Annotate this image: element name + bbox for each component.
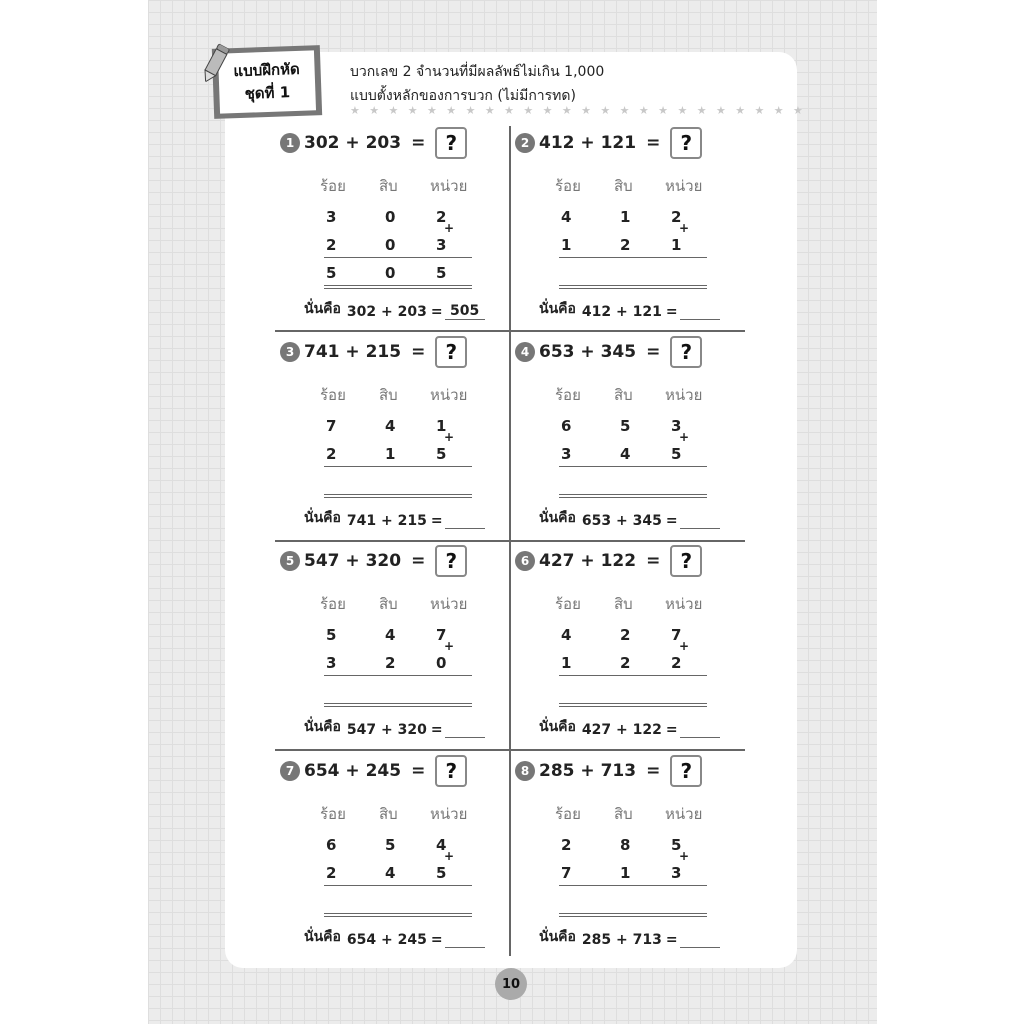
summary-equals: = xyxy=(430,722,443,738)
column-header-hundreds: ร้อย xyxy=(555,386,581,404)
summary-equals: = xyxy=(430,513,443,529)
question-box: ? xyxy=(435,127,467,159)
answer-line-top xyxy=(559,285,707,286)
star-divider: ★★★★★★★★★★★★★★★★★★★★★★★★ xyxy=(350,104,813,117)
top-digit: 1 xyxy=(436,417,447,435)
summary-expression: 653 + 345 xyxy=(581,513,662,529)
problem-1 xyxy=(280,122,510,331)
bottom-digit: 3 xyxy=(326,654,337,672)
exercise-badge xyxy=(218,50,316,113)
summary-expression: 412 + 121 xyxy=(581,304,662,320)
summary-equals: = xyxy=(430,932,443,948)
answer-line-bottom xyxy=(324,288,472,289)
answer-line-top xyxy=(559,913,707,914)
summary-expression: 741 + 215 xyxy=(346,513,427,529)
problem-number: 3 xyxy=(280,342,300,362)
problem-expression: 302 + 203 xyxy=(304,133,402,153)
sum-line xyxy=(559,675,707,676)
top-digit: 4 xyxy=(385,626,396,644)
answer-line-top xyxy=(324,703,472,704)
column-header-tens: สิบ xyxy=(614,805,633,823)
top-digit: 2 xyxy=(561,836,572,854)
top-digit: 6 xyxy=(561,417,572,435)
summary-equals: = xyxy=(665,513,678,529)
problem-number: 8 xyxy=(515,761,535,781)
bottom-digit: 2 xyxy=(620,654,631,672)
answer-line-top xyxy=(324,285,472,286)
problem-header xyxy=(515,755,702,787)
bottom-digit: 5 xyxy=(436,445,447,463)
result-digit: 0 xyxy=(385,264,396,282)
answer-line-bottom xyxy=(559,497,707,498)
problem-expression: 653 + 345 xyxy=(539,342,637,362)
question-box: ? xyxy=(670,755,702,787)
result-digit: 5 xyxy=(436,264,447,282)
equals-sign: = xyxy=(646,342,661,362)
bottom-digit: 1 xyxy=(561,236,572,254)
column-header-hundreds: ร้อย xyxy=(555,177,581,195)
top-digit: 7 xyxy=(326,417,337,435)
answer-blank[interactable] xyxy=(445,947,485,948)
summary-expression: 285 + 713 xyxy=(581,932,662,948)
summary-statement xyxy=(539,716,720,738)
sum-line xyxy=(559,257,707,258)
sum-line xyxy=(324,885,472,886)
problem-number: 2 xyxy=(515,133,535,153)
top-digit: 5 xyxy=(671,836,682,854)
top-digit: 8 xyxy=(620,836,631,854)
top-digit: 2 xyxy=(436,208,447,226)
sum-line xyxy=(559,466,707,467)
answer-blank[interactable] xyxy=(680,319,720,320)
bottom-digit: 5 xyxy=(671,445,682,463)
column-header-tens: สิบ xyxy=(614,595,633,613)
sum-line xyxy=(324,675,472,676)
answer-line-bottom xyxy=(559,706,707,707)
summary-statement xyxy=(539,298,720,320)
problem-3 xyxy=(280,331,510,540)
top-digit: 4 xyxy=(561,626,572,644)
summary-expression: 654 + 245 xyxy=(346,932,427,948)
column-header-tens: สิบ xyxy=(379,386,398,404)
summary-statement xyxy=(304,507,485,529)
plus-sign: + xyxy=(444,639,455,653)
problem-5 xyxy=(280,540,510,749)
bottom-digit: 4 xyxy=(385,864,396,882)
equals-sign: = xyxy=(646,551,661,571)
sum-line xyxy=(559,885,707,886)
problem-number: 6 xyxy=(515,551,535,571)
summary-prefix: นั่นคือ xyxy=(539,929,576,945)
question-box: ? xyxy=(670,127,702,159)
column-header-hundreds: ร้อย xyxy=(320,595,346,613)
summary-equals: = xyxy=(665,932,678,948)
top-digit: 2 xyxy=(620,626,631,644)
question-box: ? xyxy=(435,755,467,787)
problem-expression: 412 + 121 xyxy=(539,133,637,153)
column-header-ones: หน่วย xyxy=(665,805,703,823)
title-line2: แบบตั้งหลักของการบวก (ไม่มีการทด) xyxy=(350,88,576,104)
question-box: ? xyxy=(435,336,467,368)
top-digit: 5 xyxy=(620,417,631,435)
top-digit: 2 xyxy=(671,208,682,226)
worksheet-title xyxy=(350,60,604,108)
top-digit: 4 xyxy=(436,836,447,854)
answer-line-top xyxy=(559,703,707,704)
problem-8 xyxy=(515,750,745,959)
bottom-digit: 0 xyxy=(385,236,396,254)
plus-sign: + xyxy=(679,430,690,444)
plus-sign: + xyxy=(679,221,690,235)
column-header-hundreds: ร้อย xyxy=(320,805,346,823)
question-box: ? xyxy=(670,545,702,577)
plus-sign: + xyxy=(679,639,690,653)
answer-line-top xyxy=(324,494,472,495)
problem-2 xyxy=(515,122,745,331)
problem-number: 7 xyxy=(280,761,300,781)
column-header-ones: หน่วย xyxy=(665,386,703,404)
bottom-digit: 3 xyxy=(561,445,572,463)
summary-prefix: นั่นคือ xyxy=(304,510,341,526)
summary-prefix: นั่นคือ xyxy=(539,719,576,735)
column-header-ones: หน่วย xyxy=(430,386,468,404)
problem-header xyxy=(280,755,467,787)
badge-line1: แบบฝึกหัด xyxy=(233,59,300,81)
answer-line-top xyxy=(559,494,707,495)
equals-sign: = xyxy=(411,551,426,571)
summary-prefix: นั่นคือ xyxy=(304,301,341,317)
problem-expression: 285 + 713 xyxy=(539,761,637,781)
summary-expression: 427 + 122 xyxy=(581,722,662,738)
top-digit: 4 xyxy=(561,208,572,226)
problem-4 xyxy=(515,331,745,540)
problem-header xyxy=(515,127,702,159)
bottom-digit: 3 xyxy=(671,864,682,882)
problem-expression: 427 + 122 xyxy=(539,551,637,571)
column-header-ones: หน่วย xyxy=(430,177,468,195)
column-header-tens: สิบ xyxy=(379,595,398,613)
column-header-tens: สิบ xyxy=(379,805,398,823)
summary-prefix: นั่นคือ xyxy=(539,301,576,317)
answer-line-bottom xyxy=(324,706,472,707)
bottom-digit: 1 xyxy=(620,864,631,882)
answer-blank[interactable] xyxy=(680,737,720,738)
bottom-digit: 2 xyxy=(385,654,396,672)
bottom-digit: 5 xyxy=(436,864,447,882)
title-line1: บวกเลข 2 จำนวนที่มีผลลัพธ์ไม่เกิน 1,000 xyxy=(350,64,605,80)
bottom-digit: 4 xyxy=(620,445,631,463)
top-digit: 4 xyxy=(385,417,396,435)
answer-line-bottom xyxy=(324,497,472,498)
plus-sign: + xyxy=(679,849,690,863)
summary-statement xyxy=(304,298,485,320)
question-box: ? xyxy=(670,336,702,368)
top-digit: 0 xyxy=(385,208,396,226)
problem-header xyxy=(515,336,702,368)
column-header-ones: หน่วย xyxy=(430,595,468,613)
column-header-tens: สิบ xyxy=(614,177,633,195)
answer-blank[interactable] xyxy=(445,737,485,738)
column-header-ones: หน่วย xyxy=(430,805,468,823)
column-header-hundreds: ร้อย xyxy=(320,177,346,195)
top-digit: 1 xyxy=(620,208,631,226)
equals-sign: = xyxy=(646,133,661,153)
equals-sign: = xyxy=(411,342,426,362)
answer-blank[interactable] xyxy=(680,528,720,529)
answer-line-bottom xyxy=(324,916,472,917)
summary-equals: = xyxy=(665,304,678,320)
column-header-tens: สิบ xyxy=(614,386,633,404)
summary-statement xyxy=(304,716,485,738)
summary-statement xyxy=(304,926,485,948)
page-number: 10 xyxy=(495,968,527,1000)
sum-line xyxy=(324,257,472,258)
problem-header xyxy=(280,545,467,577)
problem-expression: 654 + 245 xyxy=(304,761,402,781)
answer-blank[interactable]: 505 xyxy=(445,303,485,320)
problem-expression: 547 + 320 xyxy=(304,551,402,571)
plus-sign: + xyxy=(444,430,455,444)
question-box: ? xyxy=(435,545,467,577)
equals-sign: = xyxy=(411,761,426,781)
problem-number: 4 xyxy=(515,342,535,362)
column-header-ones: หน่วย xyxy=(665,177,703,195)
top-digit: 7 xyxy=(436,626,447,644)
top-digit: 3 xyxy=(671,417,682,435)
problem-header xyxy=(280,336,467,368)
problem-6 xyxy=(515,540,745,749)
column-header-hundreds: ร้อย xyxy=(320,386,346,404)
summary-prefix: นั่นคือ xyxy=(539,510,576,526)
top-digit: 6 xyxy=(326,836,337,854)
problem-number: 5 xyxy=(280,551,300,571)
summary-statement xyxy=(539,926,720,948)
problem-number: 1 xyxy=(280,133,300,153)
bottom-digit: 1 xyxy=(671,236,682,254)
top-digit: 5 xyxy=(326,626,337,644)
problem-header xyxy=(280,127,467,159)
sum-line xyxy=(324,466,472,467)
top-digit: 7 xyxy=(671,626,682,644)
summary-prefix: นั่นคือ xyxy=(304,929,341,945)
answer-blank[interactable] xyxy=(445,528,485,529)
plus-sign: + xyxy=(444,849,455,863)
summary-prefix: นั่นคือ xyxy=(304,719,341,735)
badge-line2: ชุดที่ 1 xyxy=(244,83,291,103)
bottom-digit: 2 xyxy=(326,864,337,882)
answer-line-top xyxy=(324,913,472,914)
problem-header xyxy=(515,545,702,577)
summary-statement xyxy=(539,507,720,529)
bottom-digit: 7 xyxy=(561,864,572,882)
bottom-digit: 1 xyxy=(561,654,572,672)
answer-line-bottom xyxy=(559,288,707,289)
result-digit: 5 xyxy=(326,264,337,282)
answer-line-bottom xyxy=(559,916,707,917)
plus-sign: + xyxy=(444,221,455,235)
top-digit: 5 xyxy=(385,836,396,854)
summary-equals: = xyxy=(665,722,678,738)
bottom-digit: 3 xyxy=(436,236,447,254)
equals-sign: = xyxy=(411,133,426,153)
bottom-digit: 2 xyxy=(326,236,337,254)
column-header-hundreds: ร้อย xyxy=(555,805,581,823)
summary-expression: 547 + 320 xyxy=(346,722,427,738)
bottom-digit: 2 xyxy=(326,445,337,463)
problem-expression: 741 + 215 xyxy=(304,342,402,362)
bottom-digit: 2 xyxy=(620,236,631,254)
summary-equals: = xyxy=(430,304,443,320)
bottom-digit: 2 xyxy=(671,654,682,672)
summary-expression: 302 + 203 xyxy=(346,304,427,320)
column-header-ones: หน่วย xyxy=(665,595,703,613)
bottom-digit: 1 xyxy=(385,445,396,463)
problem-7 xyxy=(280,750,510,959)
column-header-tens: สิบ xyxy=(379,177,398,195)
equals-sign: = xyxy=(646,761,661,781)
column-header-hundreds: ร้อย xyxy=(555,595,581,613)
bottom-digit: 0 xyxy=(436,654,447,672)
answer-blank[interactable] xyxy=(680,947,720,948)
top-digit: 3 xyxy=(326,208,337,226)
